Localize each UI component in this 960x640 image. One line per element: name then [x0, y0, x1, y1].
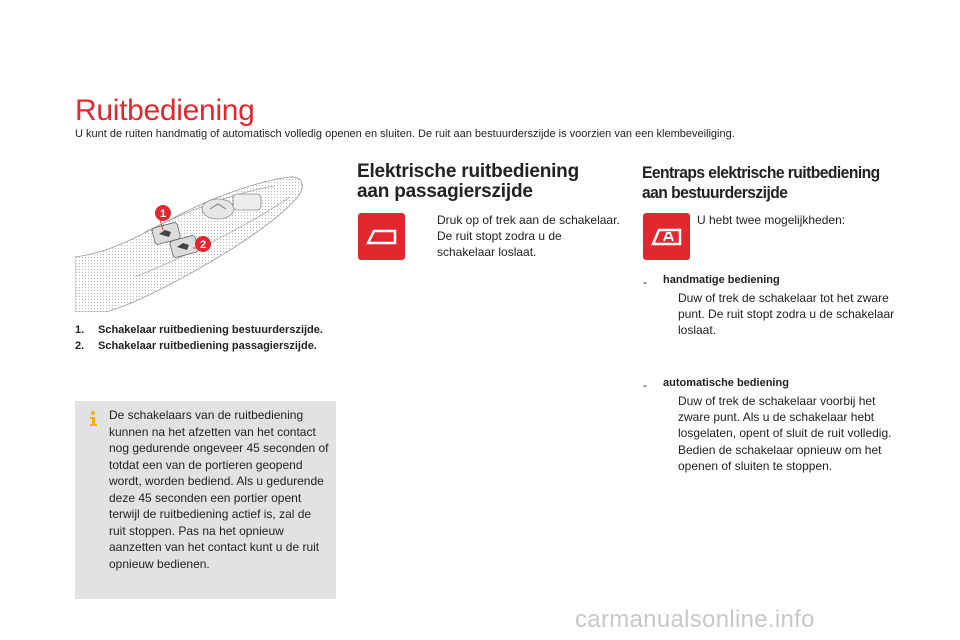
legend-item: 2. Schakelaar ruitbediening passagierszijde.	[75, 340, 317, 352]
option-dash: -	[643, 378, 647, 392]
note-text: De schakelaars van de ruitbediening kunnen na het afzetten van het contact nog gedurende ongeveer 45 seconden of totdat een van de portieren geopend wordt, worden bediend. Als u gedurende deze 45 seconden een portier opent terwijl de ruitbediening actief is, zal de ruit stoppen. Pas na het opnieuw aanzetten van het contact kunt u de ruit opnieuw bedienen.	[109, 408, 329, 571]
legend-item: 1. Schakelaar ruitbediening bestuurderszijde.	[75, 324, 323, 336]
door-panel-drawing	[75, 172, 335, 312]
intro-text: U kunt de ruiten handmatig of automatisch volledig openen en sluiten. De ruit aan bestuurderszijde is voorzien van een klembeveiliging.	[75, 128, 735, 140]
manual-step: Duw of trek de schakelaar tot het zware punt. De ruit stopt zodra u de schakelaar loslaat.	[678, 291, 895, 337]
passenger-step: Druk op of trek aan de schakelaar. De ruit stopt zodra u de schakelaar loslaat.	[437, 213, 620, 259]
auto-step-2: Bedien de schakelaar opnieuw om het openen of sluiten te stoppen.	[678, 443, 882, 473]
auto-option-title: automatische bediening	[663, 377, 789, 389]
option-dash: -	[643, 275, 647, 289]
auto-step-1: Duw of trek de schakelaar voorbij het zware punt. Als u de schakelaar hebt losgelaten, opent of sluit de ruit volledig.	[678, 394, 892, 440]
driver-heading: Eentraps elektrische ruitbediening aan bestuurderszijde	[642, 163, 880, 202]
window-switch-pictogram-icon	[358, 213, 405, 260]
callout-1	[155, 205, 171, 221]
legend	[75, 322, 335, 354]
choice-intro: U hebt twee mogelijkheden:	[697, 213, 846, 227]
watermark: carmanualsonline.info	[575, 606, 815, 633]
manual-option-title: handmatige bediening	[663, 274, 780, 286]
svg-text:1: 1	[159, 208, 167, 220]
auto-window-pictogram-icon	[643, 213, 690, 260]
page-title: Ruitbediening	[75, 94, 255, 127]
svg-text:2: 2	[199, 239, 207, 251]
passenger-heading: Elektrische ruitbediening aan passagierszijde	[357, 161, 579, 202]
callout-2	[195, 236, 211, 252]
info-icon	[86, 410, 100, 431]
window-switch-illustration	[75, 172, 335, 312]
